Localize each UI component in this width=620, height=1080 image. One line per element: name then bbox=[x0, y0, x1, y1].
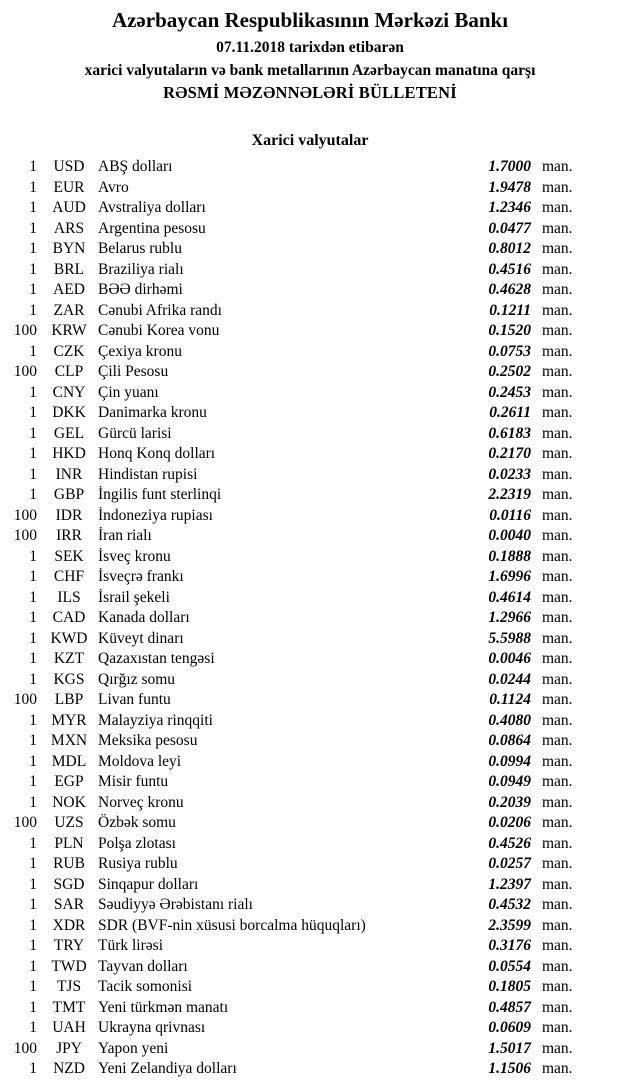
currency-rate: 1.5017 bbox=[488, 1039, 531, 1057]
currency-rate: 2.2319 bbox=[488, 486, 531, 503]
currency-code: HKD bbox=[52, 445, 86, 462]
currency-code: SEK bbox=[54, 547, 84, 565]
currency-quantity: 1 bbox=[29, 752, 37, 770]
currency-quantity: 1 bbox=[29, 957, 37, 975]
currency-code: AUD bbox=[52, 199, 86, 216]
table-row bbox=[0, 526, 620, 547]
currency-unit: man. bbox=[542, 178, 573, 196]
table-row bbox=[0, 772, 620, 793]
currency-name: Küveyt dinarı bbox=[98, 629, 184, 647]
currency-quantity: 1 bbox=[29, 793, 37, 811]
currency-quantity: 100 bbox=[13, 363, 37, 380]
currency-quantity: 1 bbox=[29, 670, 37, 688]
currency-quantity: 100 bbox=[13, 322, 37, 339]
currency-unit: man. bbox=[542, 281, 573, 298]
currency-quantity: 1 bbox=[29, 937, 37, 954]
table-row bbox=[0, 875, 620, 896]
currency-rate: 0.2170 bbox=[488, 445, 531, 462]
currency-code: PLN bbox=[54, 834, 84, 852]
currency-rate: 0.0244 bbox=[488, 670, 531, 688]
currency-code: TJS bbox=[56, 978, 82, 995]
currency-code: EUR bbox=[53, 178, 85, 196]
currency-unit: man. bbox=[542, 1019, 573, 1036]
currency-name: İngilis funt sterlinqi bbox=[98, 486, 222, 503]
currency-name: SDR (BVF-nin xüsusi borcalma hüquqları) bbox=[98, 916, 366, 934]
currency-quantity: 1 bbox=[29, 711, 37, 729]
currency-code: XDR bbox=[52, 916, 86, 934]
currency-name: Gürcü larisi bbox=[98, 424, 172, 442]
table-row bbox=[0, 506, 620, 527]
currency-rate: 5.5988 bbox=[488, 629, 531, 647]
currency-quantity: 1 bbox=[29, 732, 37, 749]
table-row bbox=[0, 1059, 620, 1080]
currency-code: IRR bbox=[56, 527, 82, 544]
currency-rate: 1.2966 bbox=[488, 609, 531, 626]
currency-code: KWD bbox=[50, 629, 88, 647]
currency-quantity: 1 bbox=[29, 1019, 37, 1036]
currency-code: INR bbox=[55, 465, 83, 483]
currency-unit: man. bbox=[542, 588, 573, 606]
currency-unit: man. bbox=[542, 301, 573, 319]
currency-code: MYR bbox=[51, 711, 87, 729]
currency-rate: 1.1506 bbox=[488, 1060, 531, 1077]
table-row bbox=[0, 239, 620, 260]
currency-quantity: 1 bbox=[29, 424, 37, 442]
bulletin-subtitle: xarici valyutaların və bank metallarının Azərbaycan manatına qarşı bbox=[84, 62, 536, 79]
currency-name: Rusiya rublu bbox=[98, 855, 178, 872]
currency-rate: 0.0206 bbox=[488, 814, 531, 831]
currency-quantity: 1 bbox=[29, 342, 37, 360]
currency-rate: 0.0864 bbox=[488, 732, 531, 749]
currency-code: EGP bbox=[54, 773, 84, 790]
table-row bbox=[0, 362, 620, 383]
exchange-rates-table bbox=[0, 157, 620, 1080]
currency-code: SAR bbox=[53, 896, 85, 913]
currency-rate: 0.0994 bbox=[488, 752, 531, 770]
currency-code: BYN bbox=[52, 240, 86, 257]
currency-unit: man. bbox=[542, 322, 573, 339]
bank-name-title: Azərbaycan Respublikasının Mərkəzi Bankı bbox=[111, 8, 509, 32]
currency-quantity: 1 bbox=[29, 855, 37, 872]
table-row bbox=[0, 260, 620, 281]
currency-rate: 1.2397 bbox=[488, 875, 531, 893]
currency-unit: man. bbox=[542, 752, 573, 770]
currency-quantity: 1 bbox=[29, 609, 37, 626]
currency-code: USD bbox=[53, 158, 85, 175]
currency-unit: man. bbox=[542, 424, 573, 442]
currency-quantity: 1 bbox=[29, 199, 37, 216]
currency-rate: 1.2346 bbox=[488, 199, 531, 216]
currency-name: Sinqapur dolları bbox=[98, 875, 199, 893]
section-title-foreign-currencies: Xarici valyutalar bbox=[251, 132, 369, 149]
currency-code: LBP bbox=[54, 691, 84, 708]
currency-name: Tacik somonisi bbox=[98, 978, 193, 995]
currency-code: ILS bbox=[57, 588, 81, 606]
currency-code: ZAR bbox=[53, 301, 85, 319]
table-row bbox=[0, 1039, 620, 1060]
currency-name: Meksika pesosu bbox=[98, 732, 198, 749]
bulletin-title: RƏSMİ MƏZƏNNƏLƏRİ BÜLLETENİ bbox=[163, 83, 457, 102]
table-row bbox=[0, 957, 620, 978]
currency-name: Qazaxıstan tengəsi bbox=[98, 650, 215, 667]
currency-rate: 0.0257 bbox=[488, 855, 531, 872]
currency-code: KGS bbox=[53, 670, 85, 688]
table-row bbox=[0, 178, 620, 199]
currency-rate: 0.8012 bbox=[488, 240, 531, 257]
currency-quantity: 1 bbox=[29, 486, 37, 503]
currency-unit: man. bbox=[542, 834, 573, 852]
currency-name: Avro bbox=[98, 178, 129, 196]
table-row bbox=[0, 854, 620, 875]
currency-name: Səudiyyə Ərəbistanı rialı bbox=[98, 896, 253, 913]
currency-quantity: 1 bbox=[29, 568, 37, 585]
currency-unit: man. bbox=[542, 896, 573, 913]
table-row bbox=[0, 280, 620, 301]
currency-name: Honq Konq dolları bbox=[98, 445, 216, 462]
currency-rate: 0.0753 bbox=[488, 342, 531, 360]
currency-quantity: 100 bbox=[13, 1039, 37, 1057]
table-row bbox=[0, 916, 620, 937]
currency-unit: man. bbox=[542, 404, 573, 421]
currency-code: KRW bbox=[51, 322, 87, 339]
currency-name: Ukrayna qrivnası bbox=[98, 1019, 206, 1036]
currency-code: UAH bbox=[52, 1019, 86, 1036]
currency-unit: man. bbox=[542, 609, 573, 626]
currency-name: Tayvan dolları bbox=[98, 957, 188, 975]
table-row bbox=[0, 219, 620, 240]
currency-name: ABŞ dolları bbox=[98, 158, 173, 175]
currency-rate: 0.6183 bbox=[488, 424, 531, 442]
currency-unit: man. bbox=[542, 998, 573, 1016]
currency-rate: 0.2502 bbox=[488, 363, 531, 380]
table-row bbox=[0, 383, 620, 404]
currency-rate: 0.0040 bbox=[488, 527, 531, 544]
currency-code: IDR bbox=[55, 506, 83, 524]
currency-code: ARS bbox=[53, 219, 85, 237]
currency-rate: 2.3599 bbox=[488, 916, 531, 934]
currency-name: Argentina pesosu bbox=[98, 219, 206, 237]
currency-name: Çin yuanı bbox=[98, 383, 159, 401]
currency-unit: man. bbox=[542, 158, 573, 175]
currency-code: GBP bbox=[53, 486, 85, 503]
currency-quantity: 1 bbox=[29, 588, 37, 606]
currency-rate: 0.0609 bbox=[488, 1019, 531, 1036]
currency-code: MXN bbox=[50, 732, 88, 749]
table-row bbox=[0, 936, 620, 957]
currency-quantity: 1 bbox=[29, 158, 37, 175]
currency-quantity: 1 bbox=[29, 547, 37, 565]
currency-unit: man. bbox=[542, 691, 573, 708]
currency-quantity: 1 bbox=[29, 834, 37, 852]
currency-rate: 0.4614 bbox=[488, 588, 531, 606]
currency-quantity: 1 bbox=[29, 1060, 37, 1077]
currency-unit: man. bbox=[542, 732, 573, 749]
currency-unit: man. bbox=[542, 875, 573, 893]
currency-rate: 0.4532 bbox=[488, 896, 531, 913]
table-row bbox=[0, 608, 620, 629]
currency-name: Çili Pesosu bbox=[98, 363, 169, 380]
table-row bbox=[0, 547, 620, 568]
currency-rate: 0.1124 bbox=[489, 691, 531, 708]
currency-unit: man. bbox=[542, 855, 573, 872]
currency-unit: man. bbox=[542, 568, 573, 585]
currency-code: SGD bbox=[53, 875, 85, 893]
table-row bbox=[0, 567, 620, 588]
currency-unit: man. bbox=[542, 1039, 573, 1057]
currency-quantity: 1 bbox=[29, 445, 37, 462]
currency-name: İndoneziya rupiası bbox=[98, 506, 213, 524]
currency-unit: man. bbox=[542, 711, 573, 729]
currency-name: İsveçrə frankı bbox=[98, 568, 184, 585]
table-row bbox=[0, 485, 620, 506]
currency-unit: man. bbox=[542, 465, 573, 483]
table-row bbox=[0, 813, 620, 834]
currency-unit: man. bbox=[542, 445, 573, 462]
currency-quantity: 1 bbox=[29, 404, 37, 421]
currency-rate: 0.0949 bbox=[488, 773, 531, 790]
currency-name: Yapon yeni bbox=[98, 1039, 169, 1057]
currency-rate: 0.1805 bbox=[488, 978, 531, 995]
currency-unit: man. bbox=[542, 506, 573, 524]
currency-rate: 0.0554 bbox=[488, 957, 531, 975]
currency-code: KZT bbox=[53, 650, 85, 667]
currency-unit: man. bbox=[542, 773, 573, 790]
currency-code: CLP bbox=[54, 363, 84, 380]
table-row bbox=[0, 321, 620, 342]
currency-name: Özbək somu bbox=[98, 814, 176, 831]
currency-name: Çexiya kronu bbox=[98, 342, 182, 360]
currency-rate: 0.2611 bbox=[489, 404, 531, 421]
currency-name: Livan funtu bbox=[98, 691, 171, 708]
table-row bbox=[0, 198, 620, 219]
currency-code: CZK bbox=[53, 342, 85, 360]
currency-code: DKK bbox=[52, 404, 86, 421]
currency-unit: man. bbox=[542, 547, 573, 565]
currency-name: İsrail şekeli bbox=[98, 588, 170, 606]
currency-quantity: 1 bbox=[29, 875, 37, 893]
currency-rate: 1.9478 bbox=[488, 178, 531, 196]
table-row bbox=[0, 690, 620, 711]
table-row bbox=[0, 834, 620, 855]
currency-rate: 0.3176 bbox=[488, 937, 531, 954]
currency-quantity: 100 bbox=[13, 506, 37, 524]
currency-rate: 0.0233 bbox=[488, 465, 531, 483]
currency-unit: man. bbox=[542, 670, 573, 688]
currency-rate: 0.1520 bbox=[488, 322, 531, 339]
currency-quantity: 1 bbox=[29, 650, 37, 667]
currency-name: Polşa zlotası bbox=[98, 834, 176, 852]
table-row bbox=[0, 649, 620, 670]
currency-rate: 0.0477 bbox=[488, 219, 531, 237]
currency-name: Braziliya rialı bbox=[98, 260, 184, 278]
currency-name: Hindistan rupisi bbox=[98, 465, 198, 483]
currency-code: JPY bbox=[56, 1039, 82, 1057]
currency-rate: 0.4080 bbox=[488, 711, 531, 729]
currency-quantity: 1 bbox=[29, 773, 37, 790]
currency-rate: 0.0116 bbox=[489, 506, 531, 524]
currency-quantity: 100 bbox=[13, 814, 37, 831]
currency-unit: man. bbox=[542, 814, 573, 831]
currency-unit: man. bbox=[542, 978, 573, 995]
currency-unit: man. bbox=[542, 363, 573, 380]
table-row bbox=[0, 793, 620, 814]
currency-name: Yeni Zelandiya dolları bbox=[98, 1060, 237, 1077]
table-row bbox=[0, 731, 620, 752]
currency-quantity: 1 bbox=[29, 916, 37, 934]
table-row bbox=[0, 444, 620, 465]
currency-name: Avstraliya dolları bbox=[98, 199, 206, 216]
currency-rate: 0.1211 bbox=[489, 301, 531, 319]
table-row bbox=[0, 711, 620, 732]
currency-code: TRY bbox=[53, 937, 85, 954]
currency-quantity: 1 bbox=[29, 240, 37, 257]
currency-quantity: 1 bbox=[29, 978, 37, 995]
currency-name: Malayziya rinqqiti bbox=[98, 711, 213, 729]
table-row bbox=[0, 752, 620, 773]
table-row bbox=[0, 977, 620, 998]
currency-unit: man. bbox=[542, 486, 573, 503]
currency-quantity: 100 bbox=[13, 691, 37, 708]
currency-name: Norveç kronu bbox=[98, 793, 184, 811]
currency-code: MDL bbox=[51, 752, 87, 770]
currency-unit: man. bbox=[542, 240, 573, 257]
currency-code: NZD bbox=[53, 1060, 85, 1077]
table-row bbox=[0, 157, 620, 178]
table-row bbox=[0, 403, 620, 424]
currency-code: TWD bbox=[51, 957, 87, 975]
currency-quantity: 100 bbox=[13, 527, 37, 544]
currency-unit: man. bbox=[542, 527, 573, 544]
currency-name: İran rialı bbox=[98, 527, 152, 544]
currency-quantity: 1 bbox=[29, 465, 37, 483]
currency-unit: man. bbox=[542, 383, 573, 401]
currency-name: BƏƏ dirhəmi bbox=[98, 281, 183, 298]
currency-code: CNY bbox=[52, 383, 86, 401]
currency-name: İsveç kronu bbox=[98, 547, 171, 565]
currency-name: Moldova leyi bbox=[98, 752, 182, 770]
table-row bbox=[0, 629, 620, 650]
currency-rate: 0.0046 bbox=[488, 650, 531, 667]
currency-unit: man. bbox=[542, 219, 573, 237]
currency-unit: man. bbox=[542, 629, 573, 647]
currency-name: Yeni türkmən manatı bbox=[98, 998, 229, 1016]
currency-unit: man. bbox=[542, 199, 573, 216]
table-row bbox=[0, 1018, 620, 1039]
currency-code: AED bbox=[53, 281, 85, 298]
currency-code: CHF bbox=[53, 568, 85, 585]
currency-unit: man. bbox=[542, 793, 573, 811]
table-row bbox=[0, 465, 620, 486]
currency-rate: 0.4857 bbox=[488, 998, 531, 1016]
currency-code: CAD bbox=[52, 609, 86, 626]
currency-quantity: 1 bbox=[29, 383, 37, 401]
currency-quantity: 1 bbox=[29, 629, 37, 647]
currency-name: Cənubi Afrika randı bbox=[98, 301, 222, 319]
currency-quantity: 1 bbox=[29, 998, 37, 1016]
currency-quantity: 1 bbox=[29, 896, 37, 913]
currency-unit: man. bbox=[542, 260, 573, 278]
currency-rate: 0.4516 bbox=[488, 260, 531, 278]
table-row bbox=[0, 424, 620, 445]
currency-unit: man. bbox=[542, 916, 573, 934]
effective-date-line: 07.11.2018 tarixdən etibarən bbox=[216, 39, 404, 56]
currency-name: Cənubi Korea vonu bbox=[98, 322, 220, 339]
currency-code: RUB bbox=[53, 855, 85, 872]
currency-name: Türk lirəsi bbox=[98, 937, 163, 954]
currency-code: GEL bbox=[53, 424, 85, 442]
currency-code: TMT bbox=[52, 998, 86, 1016]
currency-quantity: 1 bbox=[29, 301, 37, 319]
table-row bbox=[0, 895, 620, 916]
currency-quantity: 1 bbox=[29, 260, 37, 278]
currency-quantity: 1 bbox=[29, 281, 37, 298]
currency-name: Misir funtu bbox=[98, 773, 169, 790]
currency-rate: 1.7000 bbox=[488, 158, 531, 175]
currency-name: Kanada dolları bbox=[98, 609, 190, 626]
currency-rate: 0.4628 bbox=[488, 281, 531, 298]
table-row bbox=[0, 588, 620, 609]
currency-name: Belarus rublu bbox=[98, 240, 182, 257]
currency-rate: 0.1888 bbox=[488, 547, 531, 565]
table-row bbox=[0, 670, 620, 691]
currency-quantity: 1 bbox=[29, 178, 37, 196]
currency-code: UZS bbox=[54, 814, 84, 831]
currency-rate: 0.2039 bbox=[488, 793, 531, 811]
currency-unit: man. bbox=[542, 937, 573, 954]
currency-code: BRL bbox=[53, 260, 85, 278]
currency-unit: man. bbox=[542, 957, 573, 975]
currency-name: Danimarka kronu bbox=[98, 404, 207, 421]
currency-rate: 0.4526 bbox=[488, 834, 531, 852]
currency-name: Qırğız somu bbox=[98, 670, 176, 688]
currency-code: NOK bbox=[52, 793, 86, 811]
table-row bbox=[0, 301, 620, 322]
currency-rate: 0.2453 bbox=[488, 383, 531, 401]
currency-unit: man. bbox=[542, 1060, 573, 1077]
currency-unit: man. bbox=[542, 650, 573, 667]
currency-unit: man. bbox=[542, 342, 573, 360]
table-row bbox=[0, 342, 620, 363]
currency-quantity: 1 bbox=[29, 219, 37, 237]
table-row bbox=[0, 998, 620, 1019]
currency-rate: 1.6996 bbox=[488, 568, 531, 585]
